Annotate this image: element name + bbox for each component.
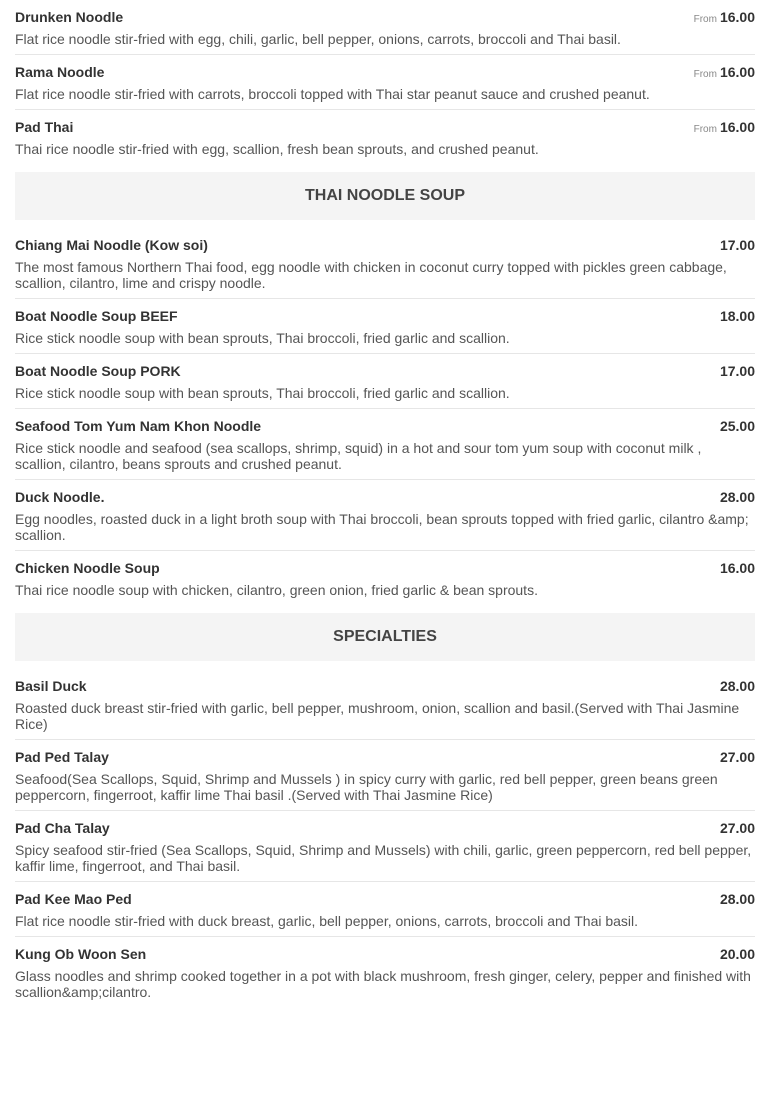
item-description: Glass noodles and shrimp cooked together in a pot with black mushroom, fresh ginger, celery, pepper and finished with scallion&amp;cilantro. bbox=[15, 968, 751, 1000]
item-description: Thai rice noodle stir-fried with egg, scallion, fresh bean sprouts, and crushed peanut. bbox=[15, 141, 539, 157]
item-price: 18.00 bbox=[719, 308, 755, 324]
item-price: 16.00 bbox=[719, 560, 755, 576]
item-name: Boat Noodle Soup BEEF bbox=[15, 308, 178, 324]
item-price: 25.00 bbox=[719, 418, 755, 434]
menu-item-header bbox=[15, 362, 755, 380]
menu-item[interactable] bbox=[15, 811, 755, 882]
menu-item[interactable] bbox=[15, 740, 755, 811]
item-price: 27.00 bbox=[719, 820, 755, 836]
item-name: Chicken Noodle Soup bbox=[15, 560, 160, 576]
menu-item-header bbox=[15, 890, 755, 908]
menu-item[interactable] bbox=[15, 409, 755, 480]
item-description: Flat rice noodle stir-fried with duck breast, garlic, bell pepper, onions, carrots, broccoli and Thai basil. bbox=[15, 913, 639, 929]
item-name: Pad Kee Mao Ped bbox=[15, 891, 132, 907]
item-description: Rice stick noodle and seafood (sea scallops, shrimp, squid) in a hot and sour tom yum soup with coconut milk , scallion, cilantro, beans sprouts and crushed peanut. bbox=[15, 440, 702, 472]
item-price: 28.00 bbox=[719, 489, 755, 505]
menu-item-header bbox=[15, 307, 755, 325]
item-description: The most famous Northern Thai food, egg noodle with chicken in coconut curry topped with pickles green cabbage, scallion, cilantro, lime and crispy noodle. bbox=[15, 259, 727, 291]
menu-item-header bbox=[15, 236, 755, 254]
item-price: 28.00 bbox=[719, 678, 755, 694]
item-name: Pad Cha Talay bbox=[15, 820, 110, 836]
item-price: 20.00 bbox=[719, 946, 755, 962]
item-description: Spicy seafood stir-fried (Sea Scallops, Squid, Shrimp and Mussels) with chili, garlic, green peppercorn, red bell pepper, kaffir lime, fingerroot, and Thai basil. bbox=[15, 842, 752, 874]
item-price: 16.00 bbox=[719, 9, 755, 25]
item-name: Drunken Noodle bbox=[15, 9, 124, 25]
menu-item-header bbox=[15, 8, 755, 26]
item-name: Pad Ped Talay bbox=[15, 749, 109, 765]
menu-item[interactable] bbox=[15, 882, 755, 937]
menu-item[interactable] bbox=[15, 110, 755, 164]
menu-item[interactable] bbox=[15, 669, 755, 740]
item-name: Chiang Mai Noodle (Kow soi) bbox=[15, 237, 208, 253]
price-from-label: From bbox=[693, 124, 717, 135]
item-name: Duck Noodle. bbox=[15, 489, 105, 505]
menu-item-header bbox=[15, 63, 755, 81]
price-from-label: From bbox=[693, 14, 717, 25]
item-name: Basil Duck bbox=[15, 678, 87, 694]
price-from-label: From bbox=[693, 69, 717, 80]
section-heading-specialties: SPECIALTIES bbox=[15, 613, 755, 661]
item-description: Rice stick noodle soup with bean sprouts, Thai broccoli, fried garlic and scallion. bbox=[15, 330, 510, 346]
item-name: Kung Ob Woon Sen bbox=[15, 946, 147, 962]
menu-item-header bbox=[15, 559, 755, 577]
item-price: 27.00 bbox=[719, 749, 755, 765]
item-price-wrap bbox=[694, 63, 755, 84]
menu-item[interactable] bbox=[15, 0, 755, 55]
section-heading-thai-noodle-soup: THAI NOODLE SOUP bbox=[15, 172, 755, 220]
menu-item[interactable] bbox=[15, 55, 755, 110]
item-name: Seafood Tom Yum Nam Khon Noodle bbox=[15, 418, 262, 434]
menu-item-header bbox=[15, 677, 755, 695]
item-price-wrap bbox=[694, 118, 755, 139]
item-price: 16.00 bbox=[719, 119, 755, 135]
menu-item[interactable] bbox=[15, 480, 755, 551]
item-price: 17.00 bbox=[719, 237, 755, 253]
item-price: 17.00 bbox=[719, 363, 755, 379]
item-description: Seafood(Sea Scallops, Squid, Shrimp and Mussels ) in spicy curry with garlic, red bell pepper, green beans green peppercorn, fingerroot, kaffir lime Thai basil .(Served with Thai Jasmine Rice) bbox=[15, 771, 718, 803]
item-description: Roasted duck breast stir-fried with garlic, bell pepper, mushroom, onion, scallion and basil.(Served with Thai Jasmine Rice) bbox=[15, 700, 740, 732]
item-description: Flat rice noodle stir-fried with carrots, broccoli topped with Thai star peanut sauce and crushed peanut. bbox=[15, 86, 650, 102]
menu-item-header bbox=[15, 118, 755, 136]
item-description: Egg noodles, roasted duck in a light broth soup with Thai broccoli, bean sprouts topped with fried garlic, cilantro &amp; scallion. bbox=[15, 511, 749, 543]
item-price: 28.00 bbox=[719, 891, 755, 907]
item-price-wrap bbox=[694, 8, 755, 29]
item-name: Boat Noodle Soup PORK bbox=[15, 363, 181, 379]
menu-item[interactable] bbox=[15, 937, 755, 1007]
item-price: 16.00 bbox=[719, 64, 755, 80]
menu-item-header bbox=[15, 819, 755, 837]
item-name: Pad Thai bbox=[15, 119, 74, 135]
item-description: Rice stick noodle soup with bean sprouts, Thai broccoli, fried garlic and scallion. bbox=[15, 385, 510, 401]
menu-item[interactable] bbox=[15, 228, 755, 299]
menu-item[interactable] bbox=[15, 551, 755, 605]
item-description: Thai rice noodle soup with chicken, cilantro, green onion, fried garlic & bean sprouts. bbox=[15, 582, 538, 598]
menu-item-header bbox=[15, 417, 755, 435]
menu-item-header bbox=[15, 748, 755, 766]
menu-item[interactable] bbox=[15, 354, 755, 409]
menu-item-header bbox=[15, 945, 755, 963]
menu-item[interactable] bbox=[15, 299, 755, 354]
item-description: Flat rice noodle stir-fried with egg, chili, garlic, bell pepper, onions, carrots, broccoli and Thai basil. bbox=[15, 31, 621, 47]
item-name: Rama Noodle bbox=[15, 64, 105, 80]
menu-item-header bbox=[15, 488, 755, 506]
